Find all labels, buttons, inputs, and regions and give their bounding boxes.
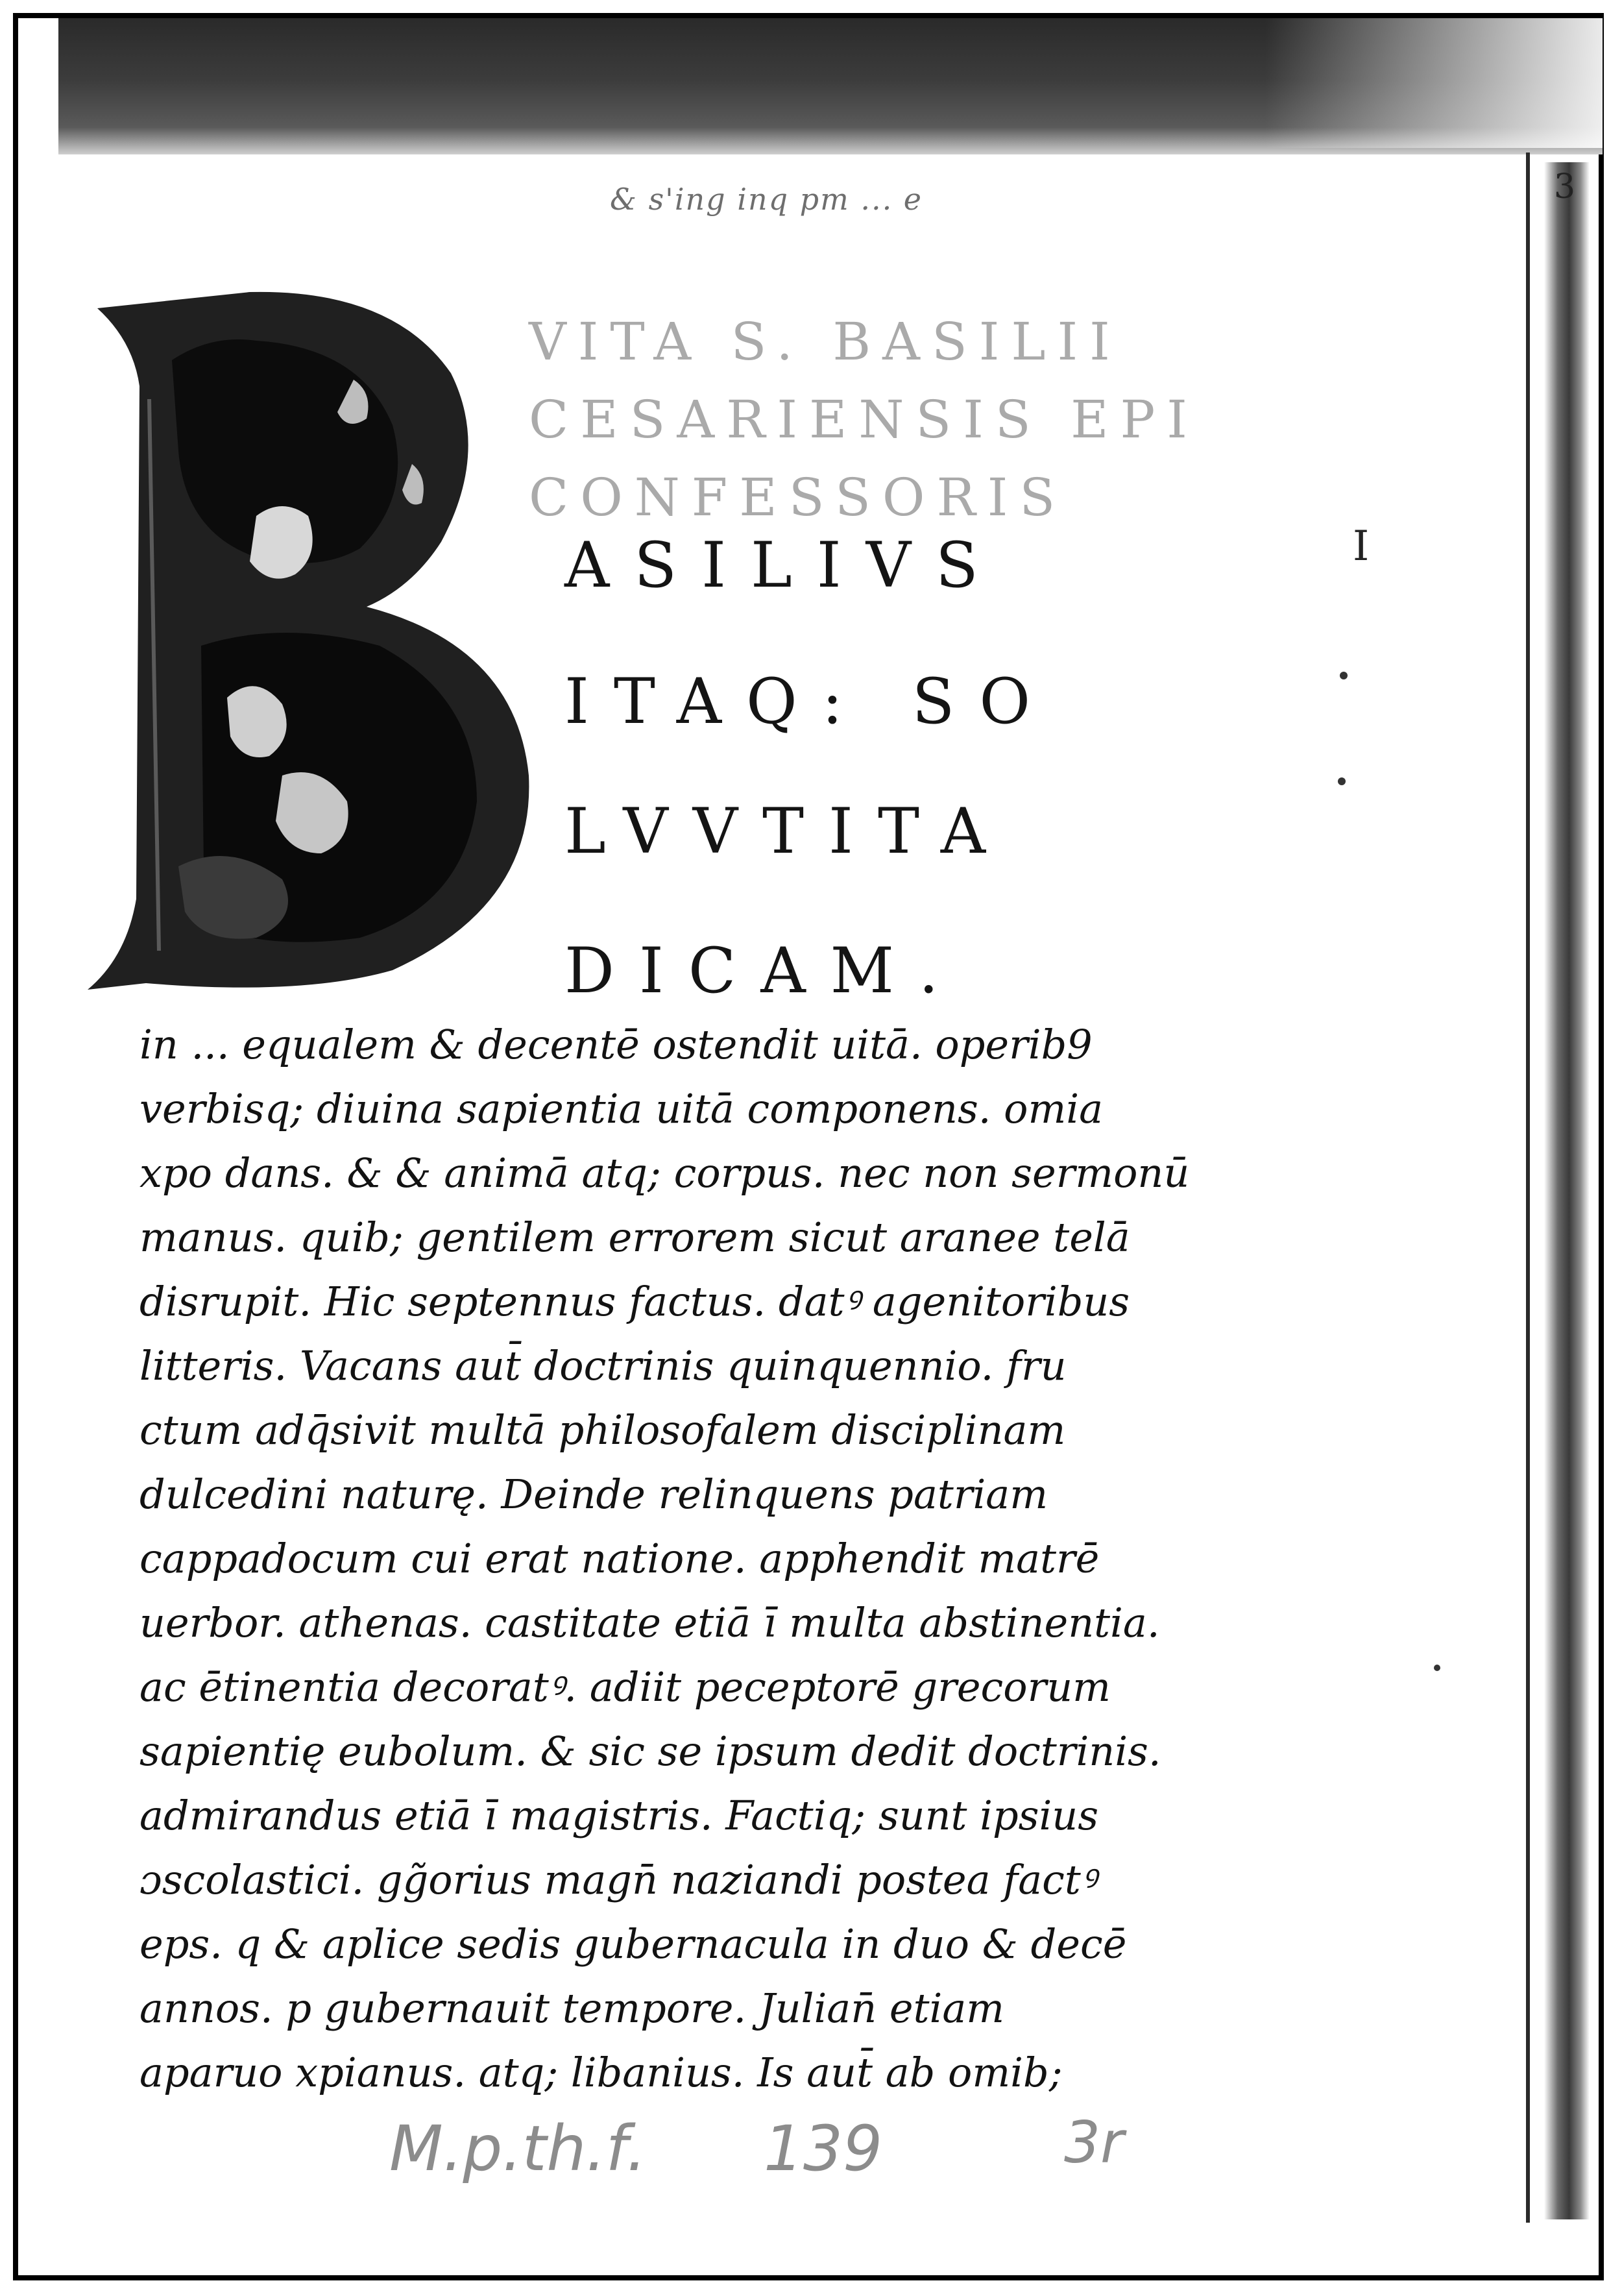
text-line: in ... equalem & decentē ostendit uitā. operib9 — [139, 1021, 1093, 1068]
margin-numeral: I — [1353, 522, 1370, 570]
folio-number: 3 — [1554, 167, 1576, 206]
text-line: disrupit. Hic septennus factus. datꝰ agenitoribus — [139, 1278, 1130, 1325]
scan-shadow-fade — [1265, 18, 1603, 148]
scan-shadow-right — [1544, 162, 1590, 2219]
text-line: xpo dans. & & animā atq; corpus. nec non sermonū — [139, 1149, 1190, 1197]
bottom-folio: 3r — [1064, 2109, 1124, 2176]
text-line: manus. quib; gentilem errorem sicut aranee telā — [139, 1214, 1130, 1261]
shelfmark: M.p.th.f. — [389, 2112, 647, 2185]
margin-dot — [1340, 672, 1348, 679]
title-line-4: DICAM. — [564, 934, 963, 1007]
faint-rubric-line-2: CESARIENSIS EPI — [529, 389, 1199, 450]
text-line: aparuo xpianus. atq; libanius. Is aut̄ ab omib; — [139, 2049, 1063, 2096]
illuminated-initial-b — [88, 282, 535, 996]
shelfmark-number: 139 — [763, 2112, 883, 2185]
title-line-1: ASILIVS — [564, 529, 1003, 602]
text-line: ac ētinentia decoratꝰ. adiit peceptorē grecorum — [139, 1663, 1111, 1711]
text-line: litteris. Vacans aut̄ doctrinis quinquennio. fru — [139, 1342, 1067, 1389]
text-line: cappadocum cui erat natione. apphendit matrē — [139, 1535, 1100, 1582]
text-line: annos. p gubernauit tempore. Julian̄ etiam — [139, 1985, 1005, 2032]
text-line: admirandus etiā ī magistris. Factiq; sunt ipsius — [139, 1792, 1099, 1839]
margin-dot — [1338, 777, 1346, 785]
title-line-2: ITAQ: SO — [564, 665, 1056, 738]
ink-speck — [1434, 1665, 1440, 1671]
text-line: dulcedini naturę. Deinde relinquens patriam — [139, 1471, 1048, 1518]
title-line-3: LVVTITA — [564, 795, 1011, 868]
text-line: verbisq; diuina sapientia uitā componens. omia — [139, 1085, 1104, 1132]
faint-rubric-line-3: CONFESSORIS — [529, 467, 1067, 528]
page-edge-line — [1526, 153, 1530, 2223]
text-line: ɔscolastici. gg̃orius magn̄ naziandi postea factꝰ — [139, 1856, 1096, 1903]
text-line: ctum adq̄sivit multā philosofalem disciplinam — [139, 1406, 1066, 1454]
shelfmark-note — [389, 2112, 882, 2185]
faint-rubric-line-1: VITA S. BASILII — [529, 311, 1122, 372]
text-line: uerbor. athenas. castitate etiā ī multa abstinentia. — [139, 1599, 1160, 1646]
top-annotation: & s'ing inq pm ... e — [610, 182, 923, 217]
text-line: sapientię eubolum. & sic se ipsum dedit doctrinis. — [139, 1728, 1161, 1775]
manuscript-text-block — [139, 1012, 1281, 2105]
text-line: eps. q & aplice sedis gubernacula in duo & decē — [139, 1920, 1127, 1968]
